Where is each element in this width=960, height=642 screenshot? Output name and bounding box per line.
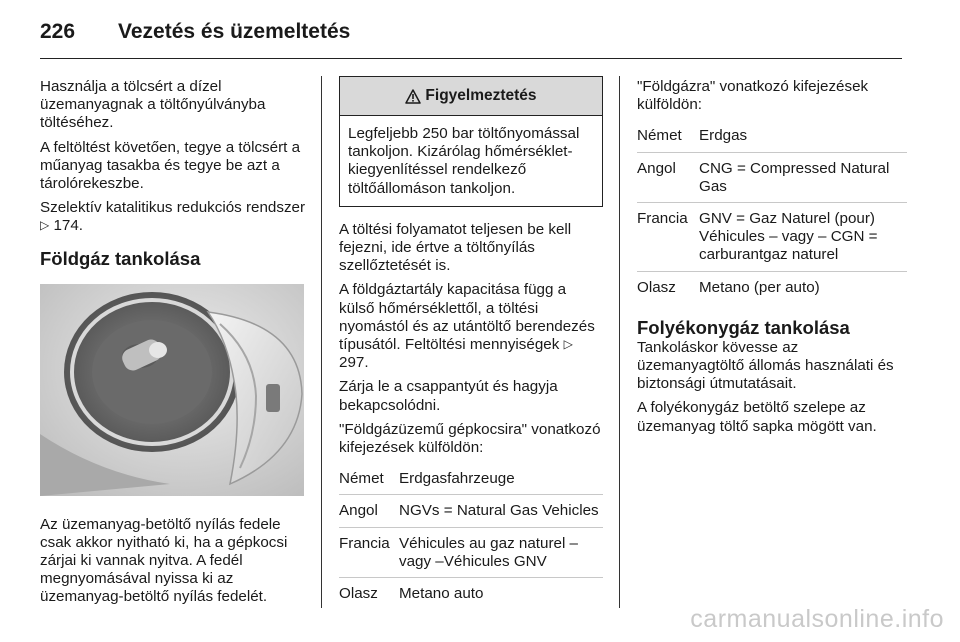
page-header [40,16,902,56]
warning-box [339,76,603,207]
table-row [339,578,603,609]
column-1 [40,78,306,613]
paragraph: A feltöltést követően, tegye a tölcsért a műanyag tasakba és tegye be azt a tárolórekeszbe. [40,138,301,193]
header-divider [40,58,902,59]
section-title: Földgáz tankolása [40,247,201,269]
term-value: Erdgas [699,127,748,145]
reference-triangle-icon: ▷ [40,218,50,233]
paragraph: Zárja le a csappantyút és hagyja bekapcsolódni. [339,378,558,414]
term-language: Francia [339,534,390,552]
fuel-filler-cap-photo [40,284,304,496]
column-divider-right [619,76,620,608]
paragraph: Tankoláskor kövesse az üzemanyagtöltő állomás használati és biztonsági útmutatásait. [637,338,894,393]
term-language: Olasz [637,278,676,296]
paragraph-text: Szelektív katalitikus redukciós rendszer [40,199,306,217]
chapter-title: Vezetés és üzemeltetés [118,20,351,43]
watermark: carmanualsonline.info [690,605,944,633]
image-caption: Az üzemanyag-betöltő nyílás fedele csak akkor nyitható ki, ha a gépkocsi zárjai ki vannak nyitva. A fedél megnyomásával nyissa ki az üzemanyag-betöltő nyílás fedelét. [40,515,288,606]
page-number: 226 [40,20,76,43]
term-value: CNG = Compressed Natural Gas [699,159,890,195]
reference-triangle-icon: ▷ [563,337,573,352]
paragraph: "Földgázra" vonatkozó kifejezések külföldön: [637,78,869,114]
paragraph: "Földgázüzemű gépkocsira" vonatkozó kifejezések külföldön: [339,420,601,457]
term-value: Metano (per auto) [699,278,820,296]
term-value: GNV = Gaz Naturel (pour) Véhicules – vagy – CGN = carburantgaz naturel [699,210,878,264]
paragraph [339,281,603,372]
paragraph: A töltési folyamatot teljesen be kell fejezni, ide értve a töltőnyílás szellőztetését is. [339,220,572,275]
table-row [637,153,907,203]
table-row [637,120,907,152]
page-reference[interactable]: 174. [49,217,84,235]
term-language: Német [339,470,384,488]
term-value: Metano auto [399,585,484,603]
paragraph: Használja a tölcsért a dízel üzemanyagnak a töltőnyúlványba töltéséhez. [40,78,266,132]
vehicle-terms-table [339,463,603,609]
term-value: Véhicules au gaz naturel – vagy –Véhicules GNV [399,534,578,570]
table-row [339,495,603,527]
page-reference[interactable]: 297. [339,354,369,372]
term-language: Olasz [339,585,378,603]
term-value: Erdgasfahrzeuge [399,470,515,488]
term-language: Német [637,127,682,145]
table-row [637,203,907,272]
table-row [339,463,603,495]
section-title: Folyékonygáz tankolása [637,316,850,338]
term-language: Francia [637,210,688,228]
column-2 [339,78,603,609]
paragraph [40,199,306,235]
paragraph-text: A földgáztartály kapacitása függ a külső hőmérséklettől, a töltési nyomástól és az utántöltő berendezés típusától. Feltöltési mennyiségek [339,281,595,354]
term-language: Angol [637,159,676,177]
gas-terms-table [637,120,907,302]
warning-title: Figyelmeztetés [425,86,537,104]
column-3 [637,78,907,442]
column-divider-left [321,76,322,608]
term-language: Angol [339,502,378,520]
warning-triangle-icon [405,89,421,104]
table-row [339,528,603,578]
term-value: NGVs = Natural Gas Vehicles [399,502,599,520]
paragraph: A folyékonygáz betöltő szelepe az üzemanyag töltő sapka mögött van. [637,399,877,435]
warning-text: Legfeljebb 250 bar töltőnyomással tankoljon. Kizárólag hőmérséklet-kiegyenlítéssel rendelkező töltőállomáson tankoljon. [348,125,580,197]
warning-header [340,77,602,116]
table-row [637,272,907,303]
